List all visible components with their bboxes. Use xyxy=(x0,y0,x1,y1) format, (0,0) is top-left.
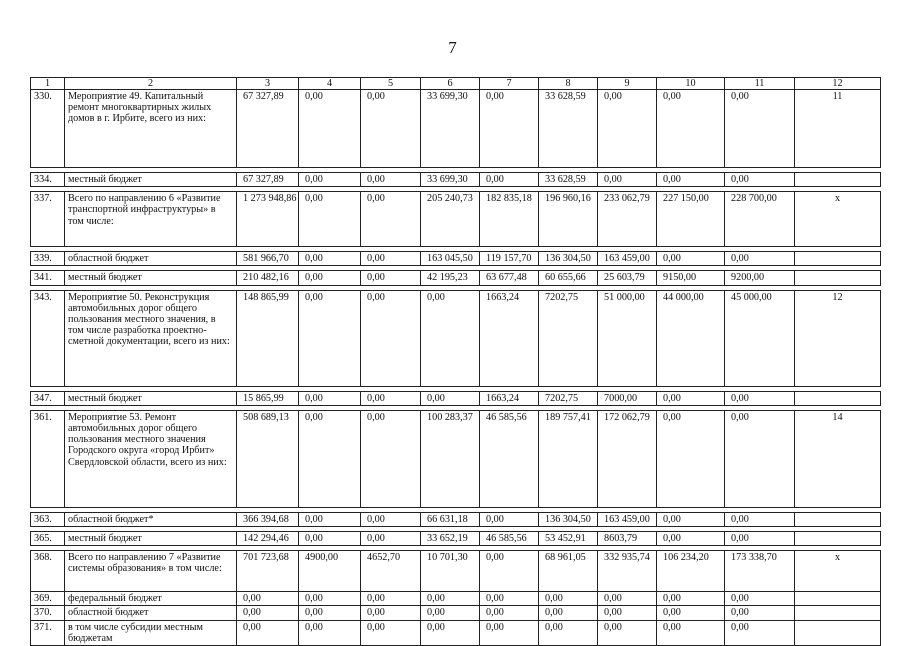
value-col-6: 100 283,37 xyxy=(421,410,480,507)
value-col-11: 0,00 xyxy=(725,252,795,266)
row-name: Мероприятие 49. Капитальный ремонт многоквартирных жилых домов в г. Ирбите, всего из них: xyxy=(65,90,237,168)
row-number: 371. xyxy=(31,620,65,645)
col-12-cell: 11 xyxy=(795,90,881,168)
value-col-3: 0,00 xyxy=(237,606,299,620)
value-col-11: 228 700,00 xyxy=(725,192,795,247)
value-col-9: 0,00 xyxy=(598,90,657,168)
value-col-10: 0,00 xyxy=(657,592,725,606)
value-col-4: 0,00 xyxy=(299,271,361,285)
value-col-4: 0,00 xyxy=(299,532,361,546)
page-number: 7 xyxy=(448,38,457,57)
value-col-6: 33 699,30 xyxy=(421,173,480,187)
value-col-4: 0,00 xyxy=(299,90,361,168)
value-col-11: 0,00 xyxy=(725,391,795,405)
column-header-4: 4 xyxy=(299,78,361,90)
value-col-4: 0,00 xyxy=(299,410,361,507)
col-12-cell xyxy=(795,271,881,285)
row-name: местный бюджет xyxy=(65,173,237,187)
table-row xyxy=(31,606,881,620)
value-col-6: 0,00 xyxy=(421,620,480,645)
column-header-6: 6 xyxy=(421,78,480,90)
value-col-8: 33 628,59 xyxy=(539,90,598,168)
value-col-6: 0,00 xyxy=(421,391,480,405)
row-number: 370. xyxy=(31,606,65,620)
row-number: 365. xyxy=(31,532,65,546)
value-col-11: 0,00 xyxy=(725,532,795,546)
column-header-5: 5 xyxy=(361,78,421,90)
value-col-9: 51 000,00 xyxy=(598,290,657,386)
col-12-cell: 12 xyxy=(795,290,881,386)
value-col-7: 46 585,56 xyxy=(480,410,539,507)
row-number: 368. xyxy=(31,551,65,592)
value-col-9: 0,00 xyxy=(598,592,657,606)
value-col-3: 148 865,99 xyxy=(237,290,299,386)
value-col-3: 210 482,16 xyxy=(237,271,299,285)
value-col-10: 0,00 xyxy=(657,620,725,645)
col-12-cell xyxy=(795,512,881,526)
col-12-cell xyxy=(795,252,881,266)
value-col-11: 0,00 xyxy=(725,620,795,645)
value-col-9: 163 459,00 xyxy=(598,512,657,526)
row-number: 363. xyxy=(31,512,65,526)
value-col-5: 0,00 xyxy=(361,290,421,386)
row-name: областной бюджет* xyxy=(65,512,237,526)
table-row xyxy=(31,290,881,386)
value-col-5: 0,00 xyxy=(361,173,421,187)
value-col-8: 7202,75 xyxy=(539,290,598,386)
column-header-8: 8 xyxy=(539,78,598,90)
column-header-7: 7 xyxy=(480,78,539,90)
value-col-9: 332 935,74 xyxy=(598,551,657,592)
row-number: 347. xyxy=(31,391,65,405)
col-12-cell xyxy=(795,592,881,606)
value-col-5: 0,00 xyxy=(361,90,421,168)
value-col-11: 0,00 xyxy=(725,173,795,187)
value-col-7: 0,00 xyxy=(480,90,539,168)
row-name: в том числе субсидии местным бюджетам xyxy=(65,620,237,645)
value-col-11: 0,00 xyxy=(725,410,795,507)
row-name: местный бюджет xyxy=(65,271,237,285)
value-col-3: 508 689,13 xyxy=(237,410,299,507)
value-col-9: 0,00 xyxy=(598,620,657,645)
col-12-cell: x xyxy=(795,551,881,592)
value-col-3: 581 966,70 xyxy=(237,252,299,266)
value-col-10: 106 234,20 xyxy=(657,551,725,592)
value-col-8: 196 960,16 xyxy=(539,192,598,247)
value-col-6: 0,00 xyxy=(421,592,480,606)
table-row xyxy=(31,192,881,247)
row-name: Всего по направлению 6 «Развитие транспортной инфраструктуры» в том числе: xyxy=(65,192,237,247)
value-col-5: 4652,70 xyxy=(361,551,421,592)
column-header-10: 10 xyxy=(657,78,725,90)
value-col-10: 0,00 xyxy=(657,173,725,187)
value-col-5: 0,00 xyxy=(361,620,421,645)
value-col-3: 1 273 948,86 xyxy=(237,192,299,247)
value-col-11: 0,00 xyxy=(725,90,795,168)
value-col-4: 0,00 xyxy=(299,391,361,405)
table-row xyxy=(31,252,881,266)
value-col-5: 0,00 xyxy=(361,192,421,247)
value-col-8: 0,00 xyxy=(539,620,598,645)
column-header-9: 9 xyxy=(598,78,657,90)
value-col-3: 366 394,68 xyxy=(237,512,299,526)
value-col-3: 67 327,89 xyxy=(237,173,299,187)
value-col-10: 0,00 xyxy=(657,252,725,266)
value-col-7: 0,00 xyxy=(480,173,539,187)
row-name: Мероприятие 50. Реконструкция автомобильных дорог общего пользования местного значения, в том числе разработка проектно-сметной документации, всего из них: xyxy=(65,290,237,386)
column-header-11: 11 xyxy=(725,78,795,90)
value-col-9: 233 062,79 xyxy=(598,192,657,247)
row-name: областной бюджет xyxy=(65,252,237,266)
value-col-10: 0,00 xyxy=(657,512,725,526)
row-number: 330. xyxy=(31,90,65,168)
value-col-4: 0,00 xyxy=(299,620,361,645)
value-col-4: 0,00 xyxy=(299,512,361,526)
value-col-3: 0,00 xyxy=(237,620,299,645)
value-col-7: 1663,24 xyxy=(480,391,539,405)
value-col-6: 66 631,18 xyxy=(421,512,480,526)
value-col-6: 163 045,50 xyxy=(421,252,480,266)
value-col-10: 0,00 xyxy=(657,90,725,168)
value-col-8: 60 655,66 xyxy=(539,271,598,285)
value-col-6: 33 699,30 xyxy=(421,90,480,168)
value-col-3: 67 327,89 xyxy=(237,90,299,168)
row-name: областной бюджет xyxy=(65,606,237,620)
table-row xyxy=(31,512,881,526)
value-col-3: 142 294,46 xyxy=(237,532,299,546)
row-number: 361. xyxy=(31,410,65,507)
value-col-4: 0,00 xyxy=(299,192,361,247)
column-header-12: 12 xyxy=(795,78,881,90)
value-col-5: 0,00 xyxy=(361,410,421,507)
value-col-3: 15 865,99 xyxy=(237,391,299,405)
budget-table xyxy=(30,77,881,646)
table-row xyxy=(31,620,881,645)
value-col-5: 0,00 xyxy=(361,271,421,285)
row-name: Мероприятие 53. Ремонт автомобильных дорог общего пользования местного значения Городского округа «город Ирбит» Свердловской области, всего из них: xyxy=(65,410,237,507)
row-name: местный бюджет xyxy=(65,532,237,546)
value-col-3: 701 723,68 xyxy=(237,551,299,592)
value-col-9: 163 459,00 xyxy=(598,252,657,266)
value-col-10: 44 000,00 xyxy=(657,290,725,386)
value-col-10: 227 150,00 xyxy=(657,192,725,247)
row-number: 334. xyxy=(31,173,65,187)
value-col-10: 0,00 xyxy=(657,391,725,405)
table-row xyxy=(31,391,881,405)
value-col-5: 0,00 xyxy=(361,592,421,606)
value-col-8: 33 628,59 xyxy=(539,173,598,187)
value-col-5: 0,00 xyxy=(361,391,421,405)
table-row xyxy=(31,592,881,606)
value-col-7: 182 835,18 xyxy=(480,192,539,247)
value-col-3: 0,00 xyxy=(237,592,299,606)
value-col-9: 172 062,79 xyxy=(598,410,657,507)
value-col-4: 0,00 xyxy=(299,252,361,266)
row-number: 369. xyxy=(31,592,65,606)
value-col-6: 33 652,19 xyxy=(421,532,480,546)
value-col-7: 0,00 xyxy=(480,512,539,526)
value-col-11: 0,00 xyxy=(725,606,795,620)
table-row xyxy=(31,173,881,187)
table-row xyxy=(31,410,881,507)
value-col-11: 0,00 xyxy=(725,592,795,606)
row-name: федеральный бюджет xyxy=(65,592,237,606)
value-col-8: 53 452,91 xyxy=(539,532,598,546)
value-col-10: 0,00 xyxy=(657,532,725,546)
table-row xyxy=(31,532,881,546)
value-col-7: 1663,24 xyxy=(480,290,539,386)
value-col-6: 0,00 xyxy=(421,290,480,386)
row-number: 339. xyxy=(31,252,65,266)
value-col-4: 0,00 xyxy=(299,290,361,386)
value-col-8: 68 961,05 xyxy=(539,551,598,592)
col-12-cell xyxy=(795,606,881,620)
value-col-8: 0,00 xyxy=(539,606,598,620)
col-12-cell: x xyxy=(795,192,881,247)
value-col-4: 0,00 xyxy=(299,173,361,187)
value-col-5: 0,00 xyxy=(361,532,421,546)
value-col-11: 9200,00 xyxy=(725,271,795,285)
value-col-10: 0,00 xyxy=(657,410,725,507)
col-12-cell xyxy=(795,391,881,405)
value-col-11: 45 000,00 xyxy=(725,290,795,386)
value-col-5: 0,00 xyxy=(361,512,421,526)
value-col-7: 0,00 xyxy=(480,620,539,645)
value-col-6: 10 701,30 xyxy=(421,551,480,592)
table-row xyxy=(31,271,881,285)
value-col-7: 0,00 xyxy=(480,551,539,592)
value-col-4: 0,00 xyxy=(299,592,361,606)
table-header-row xyxy=(31,78,881,90)
value-col-4: 4900,00 xyxy=(299,551,361,592)
col-12-cell: 14 xyxy=(795,410,881,507)
column-header-3: 3 xyxy=(237,78,299,90)
value-col-8: 0,00 xyxy=(539,592,598,606)
value-col-7: 0,00 xyxy=(480,606,539,620)
value-col-6: 205 240,73 xyxy=(421,192,480,247)
table-row xyxy=(31,551,881,592)
value-col-9: 0,00 xyxy=(598,606,657,620)
value-col-11: 0,00 xyxy=(725,512,795,526)
row-number: 341. xyxy=(31,271,65,285)
value-col-8: 136 304,50 xyxy=(539,512,598,526)
value-col-8: 7202,75 xyxy=(539,391,598,405)
value-col-5: 0,00 xyxy=(361,252,421,266)
value-col-8: 136 304,50 xyxy=(539,252,598,266)
value-col-10: 9150,00 xyxy=(657,271,725,285)
row-name: местный бюджет xyxy=(65,391,237,405)
value-col-9: 0,00 xyxy=(598,173,657,187)
row-number: 343. xyxy=(31,290,65,386)
value-col-6: 0,00 xyxy=(421,606,480,620)
value-col-7: 46 585,56 xyxy=(480,532,539,546)
col-12-cell xyxy=(795,173,881,187)
value-col-8: 189 757,41 xyxy=(539,410,598,507)
value-col-7: 119 157,70 xyxy=(480,252,539,266)
value-col-4: 0,00 xyxy=(299,606,361,620)
column-header-1: 1 xyxy=(31,78,65,90)
value-col-7: 63 677,48 xyxy=(480,271,539,285)
value-col-6: 42 195,23 xyxy=(421,271,480,285)
value-col-10: 0,00 xyxy=(657,606,725,620)
col-12-cell xyxy=(795,620,881,645)
value-col-9: 25 603,79 xyxy=(598,271,657,285)
column-header-2: 2 xyxy=(65,78,237,90)
row-name: Всего по направлению 7 «Развитие системы образования» в том числе: xyxy=(65,551,237,592)
row-number: 337. xyxy=(31,192,65,247)
value-col-11: 173 338,70 xyxy=(725,551,795,592)
value-col-7: 0,00 xyxy=(480,592,539,606)
value-col-9: 7000,00 xyxy=(598,391,657,405)
table-row xyxy=(31,90,881,168)
col-12-cell xyxy=(795,532,881,546)
value-col-9: 8603,79 xyxy=(598,532,657,546)
value-col-5: 0,00 xyxy=(361,606,421,620)
